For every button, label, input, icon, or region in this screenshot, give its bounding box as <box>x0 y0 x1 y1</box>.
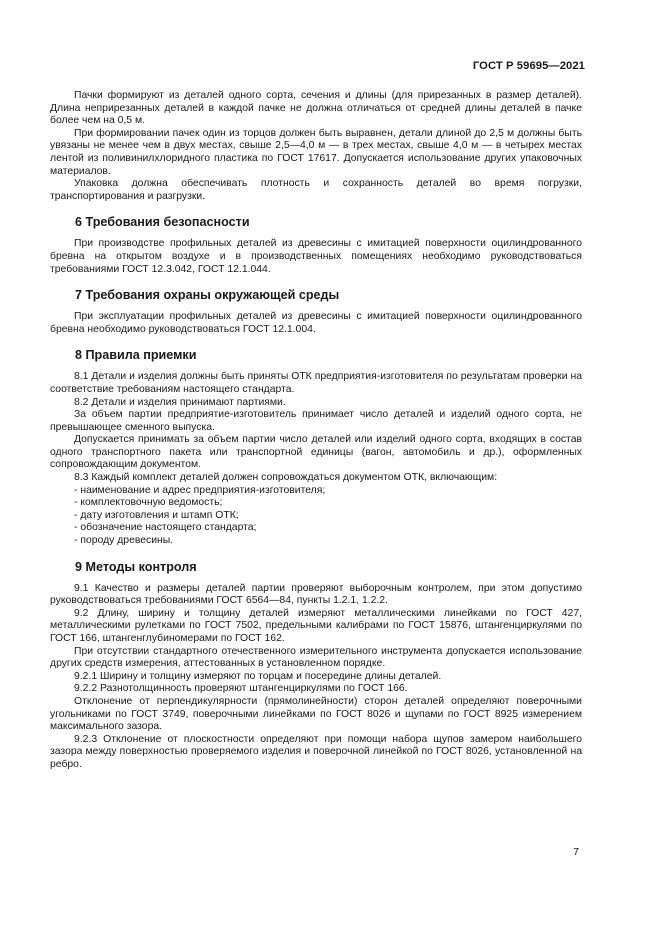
paragraph: 9.2.1 Ширину и толщину измеряют по торцам и посередине длины деталей. <box>74 670 442 682</box>
page-number: 7 <box>573 847 579 858</box>
document-contents-list <box>50 485 582 548</box>
paragraph: Допускается принимать за объем партии число деталей или изделий одного сорта, входящих в состав одного транспортного пакета или транспортной единицы (вагон, автомобиль и др.), оформленных сопровождающим документом. <box>50 434 582 471</box>
document-code-header: ГОСТ Р 59695—2021 <box>472 60 585 72</box>
paragraph: 9.2.3 Отклонение от плоскостности определяют при помощи набора щупов замером наибольшего зазора между поверхностью проверяемого изделия и поверочной линейкой по ГОСТ 8026, установленной на ребро. <box>50 733 582 770</box>
section-heading-acceptance: 8 Правила приемки <box>75 348 197 363</box>
paragraph: 9.2 Длину, ширину и толщину деталей измеряют металлическими линейками по ГОСТ 427, металлическими рулетками по ГОСТ 7502, предельными калибрами по ГОСТ 15876, штангенциркулями по ГОСТ 166, штангенглубиномерами по ГОСТ 162. <box>50 607 582 644</box>
paragraph: 8.1 Детали и изделия должны быть приняты ОТК предприятия-изготовителя по результатам проверки на соответствие требованиям настоящего стандарта. <box>50 371 582 395</box>
paragraph: Отклонение от перпендикулярности (прямолинейности) сторон деталей определяют поверочными угольниками по ГОСТ 3749, поверочными линейками по ГОСТ 8026 и щупами по ГОСТ 8925 измерением максимального зазора. <box>50 695 582 733</box>
paragraph: При отсутствии стандартного отечественного измерительного инструмента допускается использование других средств измерения, аттестованных в установленном порядке. <box>50 645 582 670</box>
paragraph: При формировании пачек один из торцов должен быть выравнен, детали длиной до 2,5 м должны быть увязаны не менее чем в двух местах, свыше 2,5—4,0 м — в трех местах, свыше 4,0 м — в четырех местах лентой из поливинилхлоридного пластика по ГОСТ 17617. Допускается использование других упаковочных материалов. <box>50 127 582 177</box>
list-item: - комплектовочную ведомость; <box>74 497 223 509</box>
paragraph: 8.3 Каждый комплект деталей должен сопровождаться документом ОТК, включающим: <box>74 472 498 484</box>
paragraph: При производстве профильных деталей из древесины с имитацией поверхности оцилиндрованного бревна на открытом воздухе и в производственных помещениях необходимо руководствоваться требованиями ГОСТ 12.3.042, ГОСТ 12.1.044. <box>50 238 582 275</box>
paragraph: За объем партии предприятие-изготовитель принимает число деталей и изделий одного сорта, не превышающее сменного выпуска. <box>50 409 582 433</box>
paragraph: Пачки формируют из деталей одного сорта, сечения и длины (для прирезанных в размер деталей). Длина неприрезанных деталей в каждой пачке не должна отличаться от средней длины деталей в пачке более чем на 0,5 м. <box>50 90 582 127</box>
list-item: - породу древесины. <box>74 535 174 547</box>
paragraph: При эксплуатации профильных деталей из древесины с имитацией поверхности оцилиндрованного бревна необходимо руководствоваться ГОСТ 12.1.004. <box>50 311 582 335</box>
paragraph: 8.2 Детали и изделия принимают партиями. <box>74 396 286 408</box>
section-heading-control-methods: 9 Методы контроля <box>75 559 197 574</box>
paragraph: 9.2.2 Разнотолщинность проверяют штангенциркулями по ГОСТ 166. <box>74 683 408 695</box>
list-item: - наименование и адрес предприятия-изготовителя; <box>74 484 326 496</box>
section-heading-environment: 7 Требования охраны окружающей среды <box>75 288 340 303</box>
page-content <box>50 90 582 772</box>
paragraph: 9.1 Качество и размеры деталей партии проверяют выборочным контролем, при этом допустимо руководствоваться требованиями ГОСТ 6564—84, пункты 1.2.1, 1.2.2. <box>50 582 582 607</box>
list-item: - дату изготовления и штамп ОТК; <box>74 509 239 521</box>
section-heading-safety: 6 Требования безопасности <box>75 215 250 230</box>
paragraph: Упаковка должна обеспечивать плотность и сохранность деталей во время погрузки, транспортирования и разгрузки. <box>50 178 582 202</box>
list-item: - обозначение настоящего стандарта; <box>74 522 257 534</box>
